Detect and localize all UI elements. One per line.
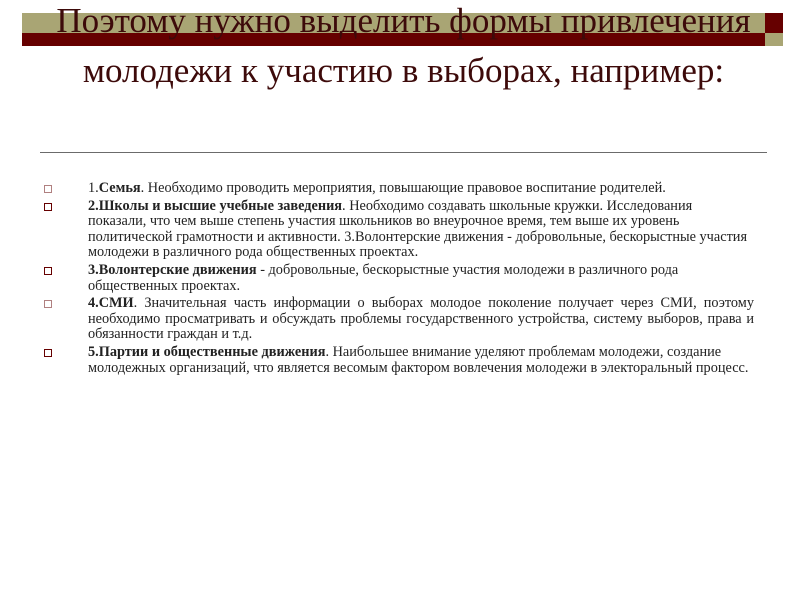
item-text: - добровольные, бескорыстные участия молодежи в различного рода общественных проектах.: [88, 261, 679, 294]
corner-block-red: [765, 13, 783, 33]
list-item: [44, 199, 754, 261]
item-heading: Семья: [98, 180, 141, 196]
corner-block-khaki: [765, 33, 783, 46]
slide-body: [44, 181, 754, 378]
item-text: . Необходимо проводить мероприятия, повышающие правовое воспитание родителей.: [140, 180, 666, 196]
list-item: [44, 263, 754, 294]
list-item: [44, 181, 754, 197]
item-text: . Наибольшее внимание уделяют проблемам молодежи, создание молодежных организаций, что является весомым фактором вовлечения молодежи в электоральный процесс.: [88, 343, 749, 376]
item-heading: 5.Партии и общественные движения: [88, 343, 326, 360]
square-bullet-icon: [44, 267, 52, 275]
list-item: [44, 345, 754, 376]
item-heading: 4.СМИ: [88, 295, 134, 312]
square-bullet-icon: [44, 203, 52, 211]
item-number: 1.: [88, 180, 99, 196]
title-divider: [40, 152, 767, 153]
square-bullet-icon: [44, 185, 52, 193]
square-bullet-icon: [44, 349, 52, 357]
slide-title: Поэтому нужно выделить формы привлечения молодежи к участию в выборах, например:: [56, 1, 751, 90]
item-heading: 2.Школы и высшие учебные заведения: [88, 197, 343, 214]
item-text: . Значительная часть информации о выборах молодое поколение получает через СМИ, поэтому необходимо просматривать и обсуждать проблемы государственного устройства, систему выборов, права и обязанности граждан и т.д.: [88, 295, 754, 343]
list-item: [44, 296, 754, 343]
square-bullet-icon: [44, 300, 52, 308]
item-heading: 3.Волонтерские движения: [88, 261, 257, 278]
item-text: . Необходимо создавать школьные кружки. Исследования показали, что чем выше степень участия школьников во внеурочное время, тем выше их уровень политической грамотности и активности. 3.Волонтерские движения - добровольные, бескорыстные участия молодежи в различного рода общественных проектах.: [88, 197, 748, 261]
